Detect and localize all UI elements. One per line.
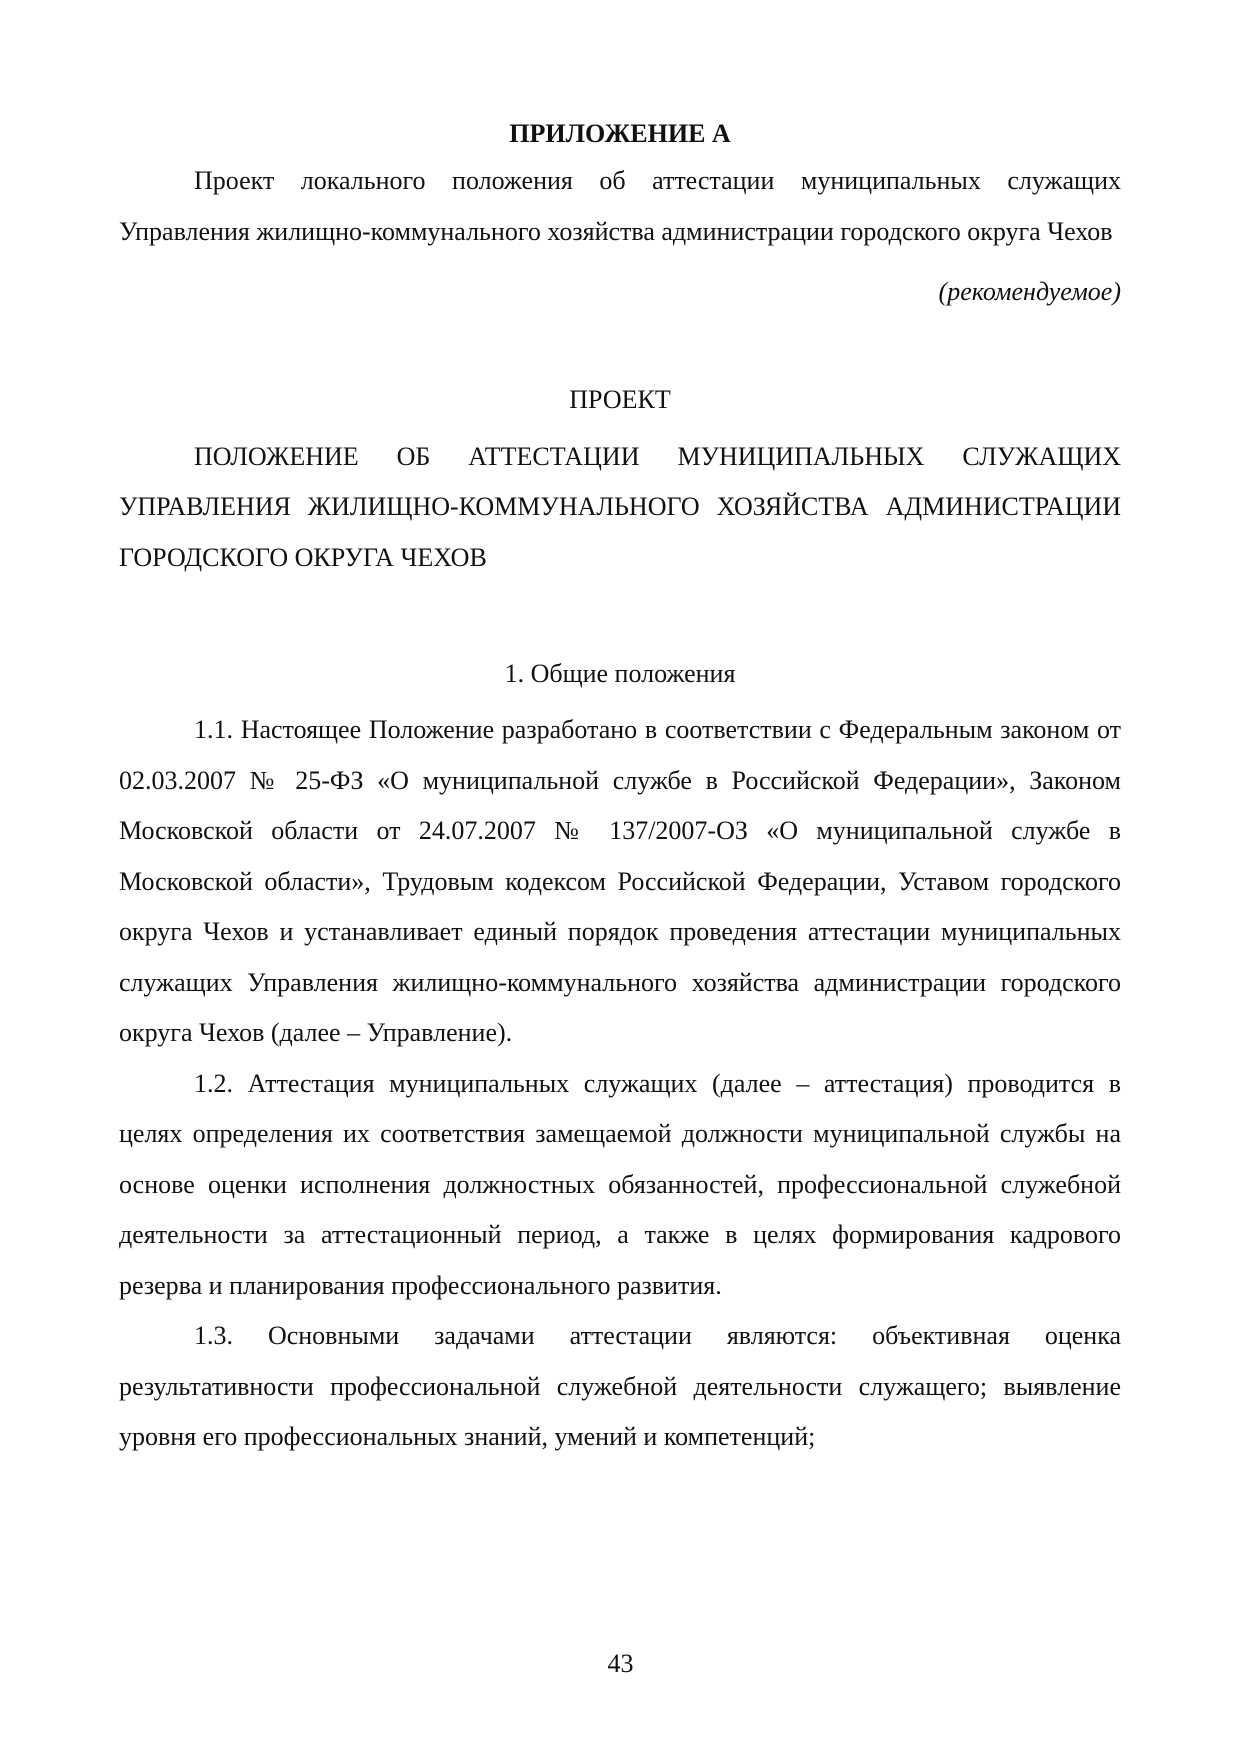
appendix-description: Проект локального положения об аттестации муниципальных служащих Управления жилищно-коммунального хозяйства администрации городского округа Чехов: [119, 166, 1121, 246]
recommended-note: (рекомендуемое): [938, 277, 1121, 306]
appendix-heading: ПРИЛОЖЕНИЕ А: [509, 119, 731, 148]
paragraph-1-2: 1.2. Аттестация муниципальных служащих (далее – аттестация) проводится в целях определения их соответствия замещаемой должности муниципальной службы на основе оценки исполнения должностных обязанностей, профессиональной служебной деятельности за аттестационный период, а также в целях формирования кадрового резерва и планирования профессионального развития.: [119, 1068, 1121, 1300]
document-title: ПОЛОЖЕНИЕ ОБ АТТЕСТАЦИИ МУНИЦИПАЛЬНЫХ СЛУЖАЩИХ УПРАВЛЕНИЯ ЖИЛИЩНО-КОММУНАЛЬНОГО ХОЗЯЙСТВА АДМИНИСТРАЦИИ ГОРОДСКОГО ОКРУГА ЧЕХОВ: [119, 441, 1121, 572]
section-title: 1. Общие положения: [504, 659, 736, 688]
project-label: ПРОЕКТ: [569, 384, 671, 414]
paragraph-1-3: 1.3. Основными задачами аттестации являются: объективная оценка результативности профессиональной служебной деятельности служащего; выявление уровня его профессиональных знаний, умений и компетенций;: [119, 1321, 1121, 1451]
page-number: 43: [607, 1649, 634, 1678]
paragraph-1-1: 1.1. Настоящее Положение разработано в соответствии с Федеральным законом от 02.03.2007 № 25-ФЗ «О муниципальной службе в Российской Федерации», Законом Московской области от 24.07.2007 № 137/2007-ОЗ «О муниципальной службе в Московской области», Трудовым кодексом Российской Федерации, Уставом городского округа Чехов и устанавливает единый порядок проведения аттестации муниципальных служащих Управления жилищно-коммунального хозяйства администрации городского округа Чехов (далее – Управление).: [119, 715, 1121, 1047]
